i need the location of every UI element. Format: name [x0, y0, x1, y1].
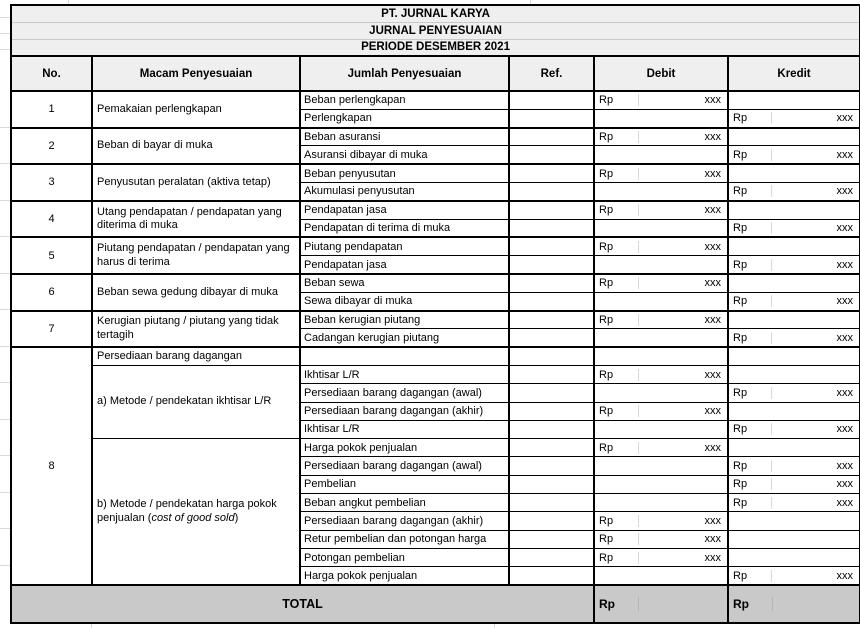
debit-amount: xxx [638, 131, 727, 143]
debit-currency: Rp [599, 204, 614, 217]
kredit-currency: Rp [733, 221, 748, 234]
debit-cell [594, 109, 728, 127]
journal-line-row [11, 201, 860, 219]
journal-line-row [11, 164, 860, 182]
kredit-currency: Rp [733, 185, 748, 198]
kredit-cell [728, 311, 860, 329]
kredit-amount: xxx [771, 570, 859, 582]
debit-cell [594, 146, 728, 164]
sheet-gridline [0, 309, 10, 310]
entry-number: 7 [11, 311, 92, 348]
kredit-cell [728, 274, 860, 292]
debit-amount: xxx [638, 204, 727, 216]
debit-currency: Rp [599, 368, 614, 381]
debit-amount: xxx [638, 515, 727, 527]
sheet-gridline [0, 346, 10, 347]
account-name-cell: Potongan pembelian [300, 548, 509, 566]
kredit-cell [728, 420, 860, 438]
adjustment-type-text: Beban sewa gedung dibayar di muka [97, 285, 279, 298]
account-name-cell: Sewa dibayar di muka [300, 292, 509, 310]
kredit-cell [728, 128, 860, 146]
col-header-jumlah: Jumlah Penyesuaian [300, 56, 509, 91]
sheet-gridline [0, 273, 10, 274]
ref-cell [509, 347, 594, 365]
debit-cell [594, 365, 728, 383]
kredit-amount: xxx [771, 112, 859, 124]
account-name-cell: Persediaan barang dagangan (akhir) [300, 402, 509, 420]
kredit-cell [728, 384, 860, 402]
debit-cell [594, 164, 728, 182]
ref-cell [509, 439, 594, 457]
debit-cell [594, 402, 728, 420]
ref-cell [509, 494, 594, 512]
debit-cell [594, 201, 728, 219]
total-kredit-currency: Rp [733, 597, 749, 612]
account-name-cell: Beban kerugian piutang [300, 311, 509, 329]
ref-cell [509, 182, 594, 200]
debit-currency: Rp [599, 533, 614, 546]
adjustment-type-text: a) Metode / pendekatan ikhtisar L/R [97, 395, 272, 408]
ref-cell [509, 274, 594, 292]
kredit-currency: Rp [733, 386, 748, 399]
kredit-cell [728, 365, 860, 383]
ref-cell [509, 91, 594, 109]
debit-cell [594, 91, 728, 109]
kredit-currency: Rp [733, 478, 748, 491]
ref-cell [509, 109, 594, 127]
kredit-currency: Rp [733, 496, 748, 509]
total-kredit-cell [728, 585, 860, 623]
debit-currency: Rp [599, 167, 614, 180]
debit-cell [594, 384, 728, 402]
kredit-amount: xxx [771, 387, 859, 399]
account-name-cell: Pendapatan jasa [300, 256, 509, 274]
debit-cell [594, 512, 728, 530]
ref-cell [509, 530, 594, 548]
debit-cell [594, 439, 728, 457]
kredit-amount: xxx [771, 295, 859, 307]
debit-cell [594, 530, 728, 548]
adjustment-type-cell [92, 164, 300, 201]
adjustment-type-cell [92, 365, 300, 438]
kredit-amount: xxx [771, 332, 859, 344]
total-kredit-amount [772, 597, 859, 611]
journal-line-row [11, 311, 860, 329]
adjustment-type-text: b) Metode / pendekatan harga pokok penjualan ( [97, 498, 277, 524]
ref-cell [509, 237, 594, 255]
adjustment-type-text: Utang pendapatan / pendapatan yang diterima di muka [97, 205, 282, 232]
kredit-currency: Rp [733, 569, 748, 582]
debit-cell [594, 292, 728, 310]
account-name-cell: Beban sewa [300, 274, 509, 292]
kredit-cell [728, 182, 860, 200]
adjustment-type-text: Pemakaian perlengkapan [97, 102, 222, 115]
kredit-currency: Rp [733, 331, 748, 344]
ref-cell [509, 365, 594, 383]
entry-number: 2 [11, 128, 92, 165]
adjustment-type-text: Persediaan barang dagangan [97, 349, 242, 362]
kredit-amount: xxx [771, 222, 859, 234]
adjustment-type-cell [92, 347, 300, 365]
debit-amount: xxx [638, 314, 727, 326]
adjustment-type-cell [92, 91, 300, 128]
account-name-cell: Retur pembelian dan potongan harga [300, 530, 509, 548]
ref-cell [509, 311, 594, 329]
kredit-cell [728, 329, 860, 347]
sheet-gridline [0, 492, 10, 493]
ref-cell [509, 201, 594, 219]
journal-line-row [11, 128, 860, 146]
kredit-amount: xxx [771, 497, 859, 509]
ref-cell [509, 512, 594, 530]
col-header-debit: Debit [594, 56, 728, 91]
debit-currency: Rp [599, 313, 614, 326]
kredit-cell [728, 109, 860, 127]
ref-cell [509, 457, 594, 475]
account-name-cell: Akumulasi penyusutan [300, 182, 509, 200]
account-name-cell: Beban perlengkapan [300, 91, 509, 109]
debit-cell [594, 182, 728, 200]
account-name-cell: Ikhtisar L/R [300, 420, 509, 438]
journal-line-row [11, 91, 860, 109]
debit-cell [594, 548, 728, 566]
ref-cell [509, 567, 594, 585]
kredit-amount: xxx [771, 185, 859, 197]
debit-currency: Rp [599, 405, 614, 418]
entry-number: 6 [11, 274, 92, 311]
account-name-cell: Perlengkapan [300, 109, 509, 127]
period-title: PERIODE DESEMBER 2021 [11, 39, 860, 56]
debit-cell [594, 567, 728, 585]
kredit-cell [728, 91, 860, 109]
debit-cell [594, 329, 728, 347]
ref-cell [509, 475, 594, 493]
adjusting-journal-table [10, 4, 860, 624]
journal-line-row [11, 439, 860, 457]
debit-cell [594, 256, 728, 274]
kredit-cell [728, 402, 860, 420]
sheet-gridline [0, 17, 10, 18]
kredit-currency: Rp [733, 258, 748, 271]
sheet-gridline [0, 200, 10, 201]
adjustment-type-cell [92, 274, 300, 311]
debit-currency: Rp [599, 551, 614, 564]
sheet-gridline [0, 565, 10, 566]
kredit-cell [728, 567, 860, 585]
account-name-cell: Cadangan kerugian piutang [300, 329, 509, 347]
adjustment-type-cell [92, 237, 300, 274]
debit-currency: Rp [599, 514, 614, 527]
ref-cell [509, 128, 594, 146]
debit-currency: Rp [599, 240, 614, 253]
entry-number: 3 [11, 164, 92, 201]
entry-number: 8 [11, 347, 92, 585]
debit-cell [594, 274, 728, 292]
debit-amount: xxx [638, 369, 727, 381]
kredit-cell [728, 548, 860, 566]
debit-amount: xxx [638, 533, 727, 545]
kredit-currency: Rp [733, 112, 748, 125]
debit-cell [594, 237, 728, 255]
debit-amount: xxx [638, 552, 727, 564]
account-name-cell: Ikhtisar L/R [300, 365, 509, 383]
journal-line-row [11, 365, 860, 383]
column-header-row [11, 56, 860, 91]
account-name-cell: Piutang pendapatan [300, 237, 509, 255]
ref-cell [509, 329, 594, 347]
title-row [11, 5, 860, 22]
journal-line-row [11, 274, 860, 292]
account-name-cell [300, 347, 509, 365]
debit-amount: xxx [638, 94, 727, 106]
kredit-amount: xxx [771, 478, 859, 490]
ref-cell [509, 420, 594, 438]
debit-cell [594, 457, 728, 475]
adjustment-type-text: Penyusutan peralatan (aktiva tetap) [97, 175, 271, 188]
kredit-amount: xxx [771, 259, 859, 271]
debit-amount: xxx [638, 442, 727, 454]
debit-cell [594, 494, 728, 512]
sheet-gridline [0, 382, 10, 383]
debit-cell [594, 347, 728, 365]
debit-cell [594, 311, 728, 329]
kredit-cell [728, 146, 860, 164]
col-header-kredit: Kredit [728, 56, 860, 91]
kredit-currency: Rp [733, 460, 748, 473]
col-header-macam: Macam Penyesuaian [92, 56, 300, 91]
debit-currency: Rp [599, 441, 614, 454]
ref-cell [509, 292, 594, 310]
account-name-cell: Pendapatan jasa [300, 201, 509, 219]
kredit-cell [728, 164, 860, 182]
account-name-cell: Harga pokok penjualan [300, 567, 509, 585]
account-name-cell: Persediaan barang dagangan (akhir) [300, 512, 509, 530]
total-debit-currency: Rp [599, 597, 615, 612]
adjustment-type-text: Beban di bayar di muka [97, 139, 213, 152]
kredit-amount: xxx [771, 423, 859, 435]
journal-line-row [11, 237, 860, 255]
title-row [11, 22, 860, 39]
sheet-gridline [0, 33, 10, 34]
sheet-gridline [0, 419, 10, 420]
company-title: PT. JURNAL KARYA [11, 5, 860, 22]
account-name-cell: Asuransi dibayar di muka [300, 146, 509, 164]
debit-amount: xxx [638, 168, 727, 180]
kredit-cell [728, 292, 860, 310]
total-debit-cell [594, 585, 728, 623]
adjustment-type-text: Piutang pendapatan / pendapatan yang harus di terima [97, 242, 290, 268]
adjustment-type-cell [92, 201, 300, 238]
debit-amount: xxx [638, 241, 727, 253]
kredit-cell [728, 439, 860, 457]
total-row [11, 585, 860, 623]
debit-cell [594, 475, 728, 493]
kredit-currency: Rp [733, 148, 748, 161]
adjustment-type-italic-text: cost of good sold [151, 511, 235, 524]
account-name-cell: Persediaan barang dagangan (awal) [300, 384, 509, 402]
adjustment-type-text: ) [234, 511, 239, 524]
ref-cell [509, 384, 594, 402]
kredit-amount: xxx [771, 149, 859, 161]
kredit-cell [728, 219, 860, 237]
debit-amount: xxx [638, 405, 727, 417]
kredit-cell [728, 512, 860, 530]
entry-number: 1 [11, 91, 92, 128]
adjustment-type-cell [92, 311, 300, 348]
col-header-no: No. [11, 56, 92, 91]
col-header-ref: Ref. [509, 56, 594, 91]
adjustment-type-text: Kerugian piutang / piutang yang tidak tertagih [97, 315, 279, 341]
account-name-cell: Beban asuransi [300, 128, 509, 146]
journal-line-row [11, 347, 860, 365]
kredit-cell [728, 256, 860, 274]
kredit-currency: Rp [733, 295, 748, 308]
debit-amount: xxx [638, 277, 727, 289]
account-name-cell: Beban penyusutan [300, 164, 509, 182]
entry-number: 5 [11, 237, 92, 274]
sheet-gridline [0, 127, 10, 128]
adjustment-type-cell [92, 128, 300, 165]
title-row [11, 39, 860, 56]
total-label: TOTAL [11, 585, 594, 623]
account-name-cell: Pendapatan di terima di muka [300, 219, 509, 237]
kredit-cell [728, 494, 860, 512]
account-name-cell: Pembelian [300, 475, 509, 493]
account-name-cell: Beban angkut pembelian [300, 494, 509, 512]
ref-cell [509, 146, 594, 164]
debit-currency: Rp [599, 94, 614, 107]
debit-currency: Rp [599, 130, 614, 143]
kredit-cell [728, 237, 860, 255]
account-name-cell: Persediaan barang dagangan (awal) [300, 457, 509, 475]
ref-cell [509, 164, 594, 182]
kredit-cell [728, 457, 860, 475]
sheet-gridline [0, 49, 10, 50]
sheet-gridline [0, 455, 10, 456]
sheet-gridline [0, 528, 10, 529]
ref-cell [509, 548, 594, 566]
ref-cell [509, 402, 594, 420]
debit-cell [594, 219, 728, 237]
debit-currency: Rp [599, 277, 614, 290]
kredit-cell [728, 530, 860, 548]
debit-cell [594, 420, 728, 438]
sheet-gridline [0, 236, 10, 237]
adjustment-type-cell [92, 439, 300, 585]
total-debit-amount [638, 597, 727, 611]
kredit-currency: Rp [733, 423, 748, 436]
entry-number: 4 [11, 201, 92, 238]
kredit-cell [728, 347, 860, 365]
sheet-gridline [0, 163, 10, 164]
ref-cell [509, 219, 594, 237]
kredit-cell [728, 201, 860, 219]
account-name-cell: Harga pokok penjualan [300, 439, 509, 457]
kredit-amount: xxx [771, 460, 859, 472]
debit-cell [594, 128, 728, 146]
document-title: JURNAL PENYESUAIAN [11, 22, 860, 39]
kredit-cell [728, 475, 860, 493]
ref-cell [509, 256, 594, 274]
